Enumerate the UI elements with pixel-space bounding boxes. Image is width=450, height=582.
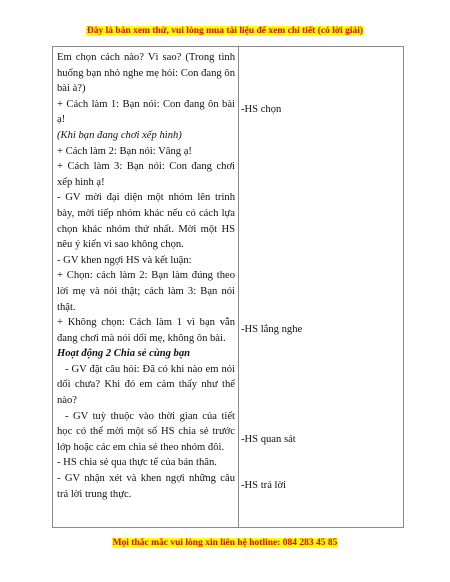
- teacher-paragraph: + Cách làm 1: Bạn nói: Con đang ôn bài ạ!: [57, 98, 235, 126]
- teacher-paragraph-note: (Khi bạn đang chơi xếp hình): [57, 129, 182, 141]
- student-note: -HS lắng nghe: [241, 324, 303, 335]
- teacher-paragraph: + Không chọn: Cách làm 1 vì bạn vẫn đang chơi mà nói dối mẹ, không ôn bài.: [57, 317, 235, 344]
- teacher-paragraph: - GV mời đại diện một nhóm lên trình bày, mời tiếp nhóm khác nếu có cách lựa chọn khác nhóm thứ nhất. Mời một HS nêu ý kiến vì sao không chọn.: [57, 192, 235, 251]
- teacher-paragraph: - GV khen ngợi HS và kết luận:: [57, 254, 192, 266]
- student-note: -HS quan sát: [241, 434, 296, 445]
- teacher-paragraph: + Chọn: cách làm 2: Bạn làm đúng theo lời mẹ và nói thật; cách làm 3: Bạn nói thật.: [57, 270, 235, 313]
- preview-banner-text: Đây là bản xem thử, vui lòng mua tài liệu để xem chi tiết (có lời giải): [86, 26, 364, 36]
- teacher-paragraph: - GV tuỳ thuộc vào thời gian của tiết học có thể mời một số HS chia sẻ trước lớp hoặc các em chia sẻ theo nhóm đôi.: [57, 410, 235, 453]
- hotline-banner: [0, 537, 450, 549]
- teacher-paragraph: - GV đặt câu hỏi: Đã có khi nào em nói dối chưa? Khi đó em cảm thấy như thế nào?: [57, 363, 235, 407]
- teacher-activity-column: [57, 50, 235, 502]
- lesson-table: [52, 46, 404, 528]
- activity-heading: Hoạt động 2 Chia sẻ cùng bạn: [57, 348, 191, 360]
- preview-banner: [0, 25, 450, 37]
- hotline-banner-text: Mọi thắc mắc vui lòng xin liên hệ hotline: 084 283 45 85: [112, 538, 338, 548]
- teacher-paragraph: Em chọn cách nào? Vì sao? (Trong tình huống bạn nhỏ nghe mẹ hỏi: Con đang ôn bài à?): [57, 52, 235, 95]
- teacher-paragraph: - HS chia sẻ qua thực tế của bản thân.: [57, 457, 217, 469]
- column-divider: [238, 47, 239, 527]
- teacher-paragraph: + Cách làm 3: Bạn nói: Con đang chơi xếp hình ạ!: [57, 161, 235, 188]
- student-note: -HS chọn: [241, 104, 282, 115]
- teacher-paragraph: + Cách làm 2: Bạn nói: Vâng ạ!: [57, 145, 192, 157]
- teacher-paragraph: - GV nhận xét và khen ngợi những câu trả lời trung thực.: [57, 473, 235, 500]
- student-note: -HS trả lời: [241, 480, 287, 491]
